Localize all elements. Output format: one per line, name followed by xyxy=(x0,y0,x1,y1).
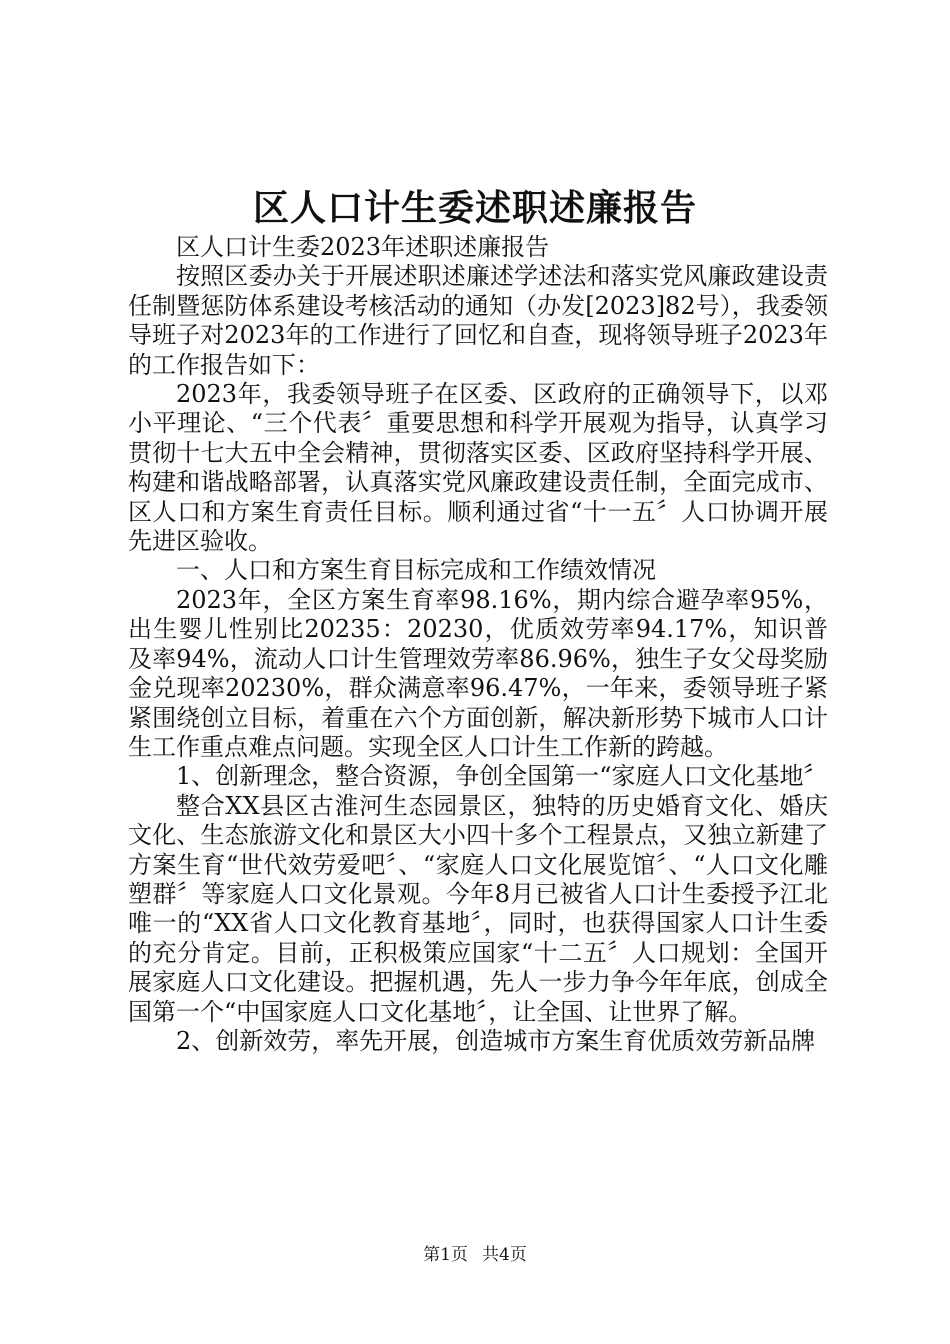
page-footer xyxy=(0,1244,950,1266)
subsection-heading-1: 1、创新理念，整合资源，争创全国第一“家庭人口文化基地〞 xyxy=(176,762,828,791)
subsection-heading-2: 2、创新效劳，率先开展，创造城市方案生育优质效劳新品牌 xyxy=(176,1026,816,1055)
paragraph-overview: 2023年，我委领导班子在区委、区政府的正确领导下，以邓小平理论、“三个代表〞重要思想和科学开展观为指导，认真学习贯彻十七大五中全会精神，贯彻落实区委、区政府坚持科学开展、构建和谐战略部署，认真落实党风廉政建设责任制，全面完成市、区人口和方案生育责任目标。顺利通过省“十一五〞人口协调开展先进区验收。 xyxy=(128,380,828,556)
page-number: 第1页 xyxy=(423,1245,468,1265)
paragraph-statistics: 2023年，全区方案生育率98.16%，期内综合避孕率95%，出生婴儿性别比20235：20230，优质效劳率94.17%，知识普及率94%，流动人口计生管理效劳率86.96%，独生子女父母奖励金兑现率20230%，群众满意率96.47%，一年来，委领导班子紧紧围绕创立目标，着重在六个方面创新，解决新形势下城市人口计生工作重点难点问题。实现全区人口计生工作新的跨越。 xyxy=(128,585,828,761)
paragraph-subtitle: 区人口计生委2023年述职述廉报告 xyxy=(176,233,550,261)
page-total: 共4页 xyxy=(482,1245,527,1265)
paragraph-intro: 按照区委办关于开展述职述廉述学述法和落实党风廉政建设责任制暨惩防体系建设考核活动的通知（办发[2023]82号），我委领导班子对2023年的工作进行了回忆和自查，现将领导班子2023年的工作报告如下： xyxy=(128,262,828,379)
document-title: 区人口计生委述职述廉报告 xyxy=(252,187,697,229)
document-body xyxy=(128,233,828,1056)
paragraph-culture-base: 整合XX县区古淮河生态园景区，独特的历史婚育文化、婚庆文化、生态旅游文化和景区大小四十多个工程景点，又独立新建了方案生育“世代效劳爱吧〞、“家庭人口文化展览馆〞、“人口文化雕塑群〞等家庭人口文化景观。今年8月已被省人口计生委授予江北唯一的“XX省人口文化教育基地〞，同时，也获得国家人口计生委的充分肯定。目前，正积极策应国家“十二五〞人口规划：全国开展家庭人口文化建设。把握机遇，先人一步力争今年年底，创成全国第一个“中国家庭人口文化基地〞，让全国、让世界了解。 xyxy=(128,791,828,1026)
section-heading-1: 一、人口和方案生育目标完成和工作绩效情况 xyxy=(176,556,656,585)
